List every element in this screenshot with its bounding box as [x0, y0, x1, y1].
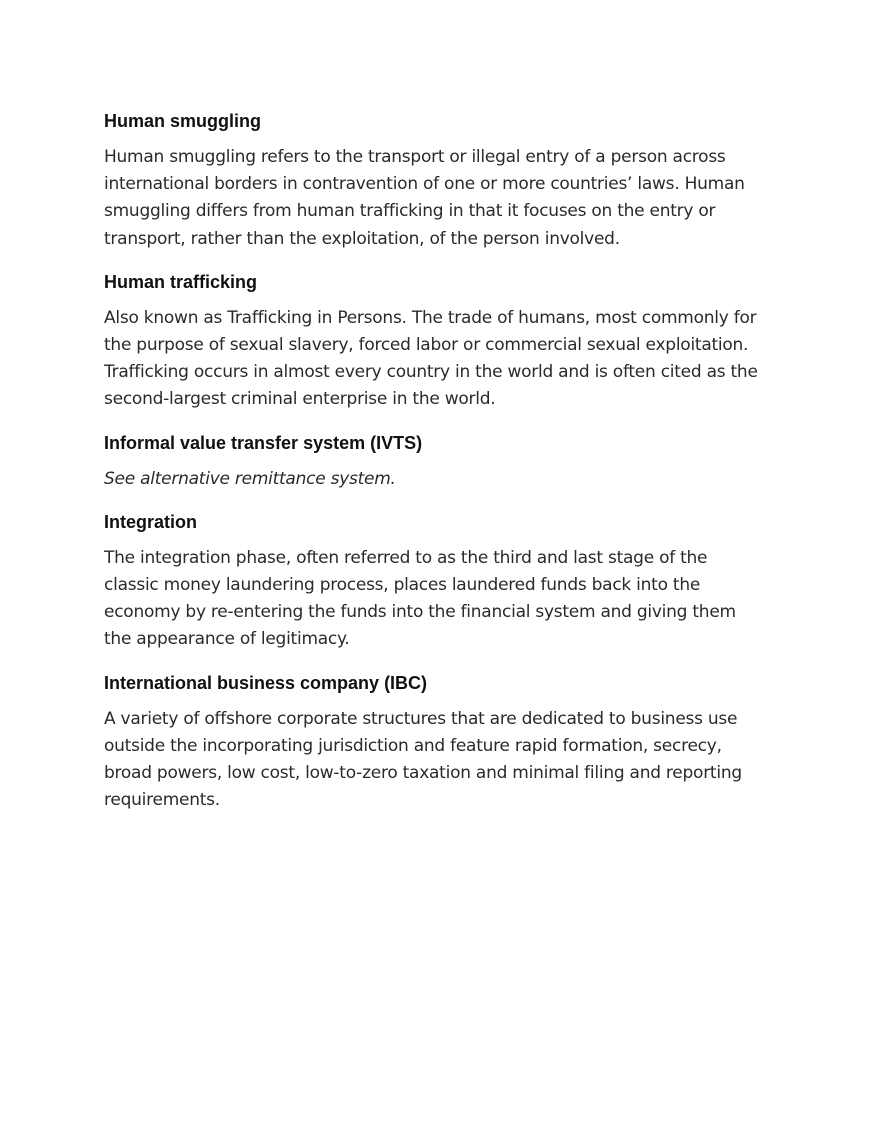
glossary-term: Informal value transfer system (IVTS): [104, 432, 423, 453]
glossary-entry-human-trafficking: [104, 270, 764, 414]
glossary-term: International business company (IBC): [104, 672, 428, 693]
document-page: [104, 109, 764, 831]
glossary-term: Integration: [104, 511, 197, 532]
glossary-entry-ivts: [104, 431, 764, 493]
glossary-term: Human smuggling: [104, 111, 261, 131]
glossary-definition: Human smuggling refers to the transport or illegal entry of a person across international borders in contravention of one or more countries’ laws. Human smuggling differs from human trafficking in that it focuses on the entry or transport, rather than the exploitation, of the person involved.: [104, 147, 745, 249]
glossary-term: Human trafficking: [104, 271, 258, 292]
glossary-entry-integration: [104, 510, 764, 654]
glossary-entry-ibc: [104, 671, 764, 815]
glossary-definition: The integration phase, often referred to as the third and last stage of the classic money laundering process, places laundered funds back into the economy by re-entering the funds into the financial system and giving them the appearance of legitimacy.: [104, 547, 736, 650]
glossary-definition: A variety of offshore corporate structures that are dedicated to business use outside the incorporating jurisdiction and feature rapid formation, secrecy, broad powers, low cost, low-to-zero taxation and minimal filing and reporting requirements.: [104, 708, 742, 811]
glossary-entry-human-smuggling: [104, 109, 764, 253]
glossary-cross-reference: See alternative remittance system.: [104, 468, 396, 489]
glossary-definition: Also known as Trafficking in Persons. The trade of humans, most commonly for the purpose of sexual slavery, forced labor or commercial sexual exploitation. Trafficking occurs in almost every country in the world and is often cited as the second-largest criminal enterprise in the world.: [104, 307, 758, 410]
